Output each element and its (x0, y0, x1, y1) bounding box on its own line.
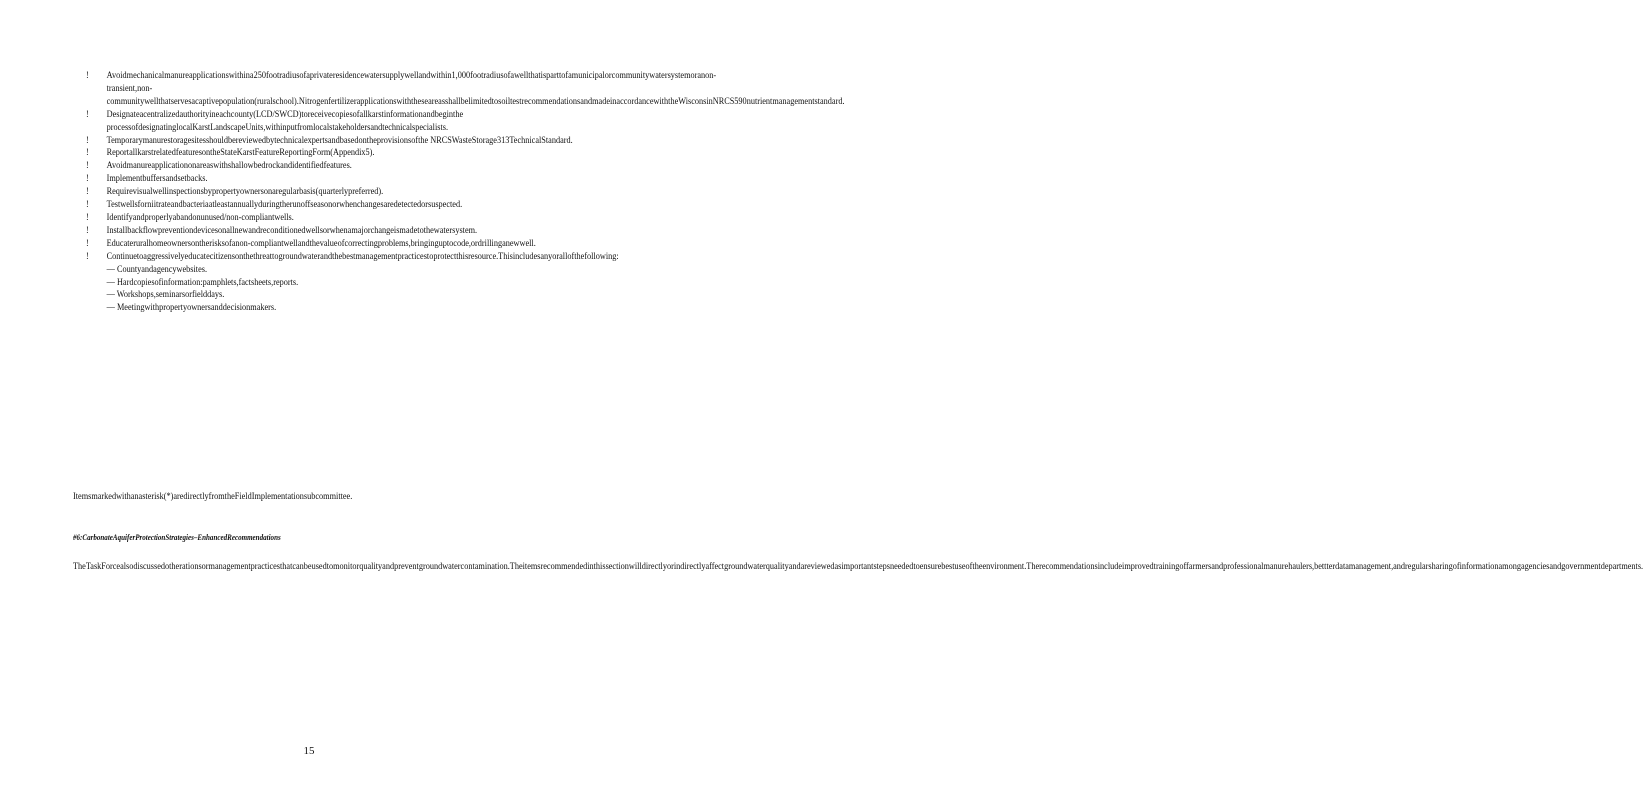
bullet-text: Identifyandproperlyabandonunused/non-compliantwells. (106, 211, 294, 223)
bullet-text: ReportallkarstrelatedfeaturesontheStateKarstFeatureReportingForm(Appendix5). (106, 147, 375, 159)
bullet-item (86, 212, 576, 225)
bullet-item (86, 225, 576, 238)
bullet-marker: ! (86, 199, 89, 211)
bullet-item (86, 147, 576, 160)
bullet-marker: ! (86, 237, 89, 249)
bullet-text: Designateacentralizedauthorityineachcounty(LCD/SWCD)toreceivecopiesofallkarstinformationandbeginthe processofdesignatinglocalKarstLandscapeUnits,withinputfromlocalstakeholdersandtechnicalspecialists. (106, 108, 464, 133)
bullet-marker: ! (86, 160, 89, 172)
bullet-text: Implementbuffersandsetbacks. (106, 173, 208, 185)
sub-bullet-item: — Meetingwithpropertyownersanddecisionmakers. (106, 302, 277, 314)
bullet-text: Requirevisualwellinspectionsbypropertyownersonaregularbasis(quarterlypreferred). (106, 186, 384, 198)
bullet-marker: ! (86, 250, 89, 262)
bullet-text: Temporarymanurestoragesitesshouldbereviewedbytechnicalexpertsandbasedontheprovisionsofthe NRCSWasteStorage313TechnicalStandard. (106, 134, 573, 146)
bullet-text: Avoidmechanicalmanureapplicationswithina250footradiusofaprivateresidencewatersupplywellandwithin1,000footradiusofawellthatisparttofamunicipalorcommunitywatersystemoranon-transient,non-communitywellthatservesacaptivepopulation(ruralschool).NitrogenfertilizerapplicationswiththeseareasshallbelimitedtosoiltestrecommendationsandmadeinaccordancewiththeWisconsinNRCS590nutrientmanagementstandard. (106, 70, 845, 107)
section-body-paragraph: TheTaskForcealsodiscussedotherationsormanagementpracticesthatcanbeusedtomonitorqualityandpreventgroundwatercontamination.Theitemsrecommendedinthissectionwilldirectlyorindirectlyaffectgroundwaterqualityandareviewedasimportantstepsneededtoensurebestuseoftheenvironment.Therecommendationsincludeimprovedtrainingoffarmersandprofessionalmanurehaulers,bettterdatamanagement,andregularsharingofinformationamongagenciesandgovernmentdepartments. (73, 561, 1643, 572)
bullet-item (86, 199, 576, 212)
page-number: 15 (303, 745, 315, 757)
sub-bullet-item: — Workshops,seminarsorfielddays. (106, 289, 225, 301)
bullet-marker: ! (86, 147, 89, 159)
bullet-text: Testwellsforniitrateandbacteriaatleastannuallyduringtherunoffseasonorwhenchangesaredetectedorsuspected. (106, 199, 463, 211)
bullet-text: Avoidmanureapplicationonareaswithshallowbedrockandidentifiedfeatures. (106, 160, 352, 172)
bullet-text: Installbackflowpreventiondevicesonallnewandreconditionedwellsorwhenamajorchangeismadetothewatersystem. (106, 224, 478, 236)
bullet-marker: ! (86, 70, 89, 81)
bullet-marker: ! (86, 134, 89, 146)
section-heading: #6:CarbonateAquiferProtectionStrategies–EnhancedRecommendations (73, 533, 281, 542)
bullet-item (86, 238, 576, 251)
sub-bullet-item: — Hardcopiesofinformation:pamphlets,factsheets,reports. (106, 276, 299, 288)
bullet-item (86, 250, 619, 316)
bullet-item (86, 160, 576, 173)
bullet-marker: ! (86, 108, 89, 120)
bullet-text: Continuetoaggressivelyeducatecitizensonthethreattogroundwaterandthebestmanagementpracticestoprotectthisresource.Thisincludesanyorallofthefollowing: (106, 250, 619, 262)
bullet-item (86, 70, 845, 109)
sub-bullet-item: — Countyandagencywebsites. (106, 263, 208, 275)
bullet-item (86, 173, 576, 186)
bullet-item (86, 109, 576, 135)
bullet-item (86, 186, 576, 199)
bullet-marker: ! (86, 224, 89, 236)
bullet-marker: ! (86, 173, 89, 185)
sub-bullet-list (107, 264, 577, 316)
bullet-text: Educateruralhomeownersontherisksofanon-compliantwellandthevalueofcorrectingproblems,bringinguptocode,ordrillinganewwell. (106, 237, 536, 249)
recommendation-bullet-list (86, 70, 845, 315)
bullet-item (86, 135, 576, 148)
asterisk-note: Itemsmarkedwithanasterisk(*)aredirectlyfromtheFieldImplementationsubcommittee. (73, 491, 353, 502)
bullet-marker: ! (86, 211, 89, 223)
bullet-marker: ! (86, 186, 89, 198)
